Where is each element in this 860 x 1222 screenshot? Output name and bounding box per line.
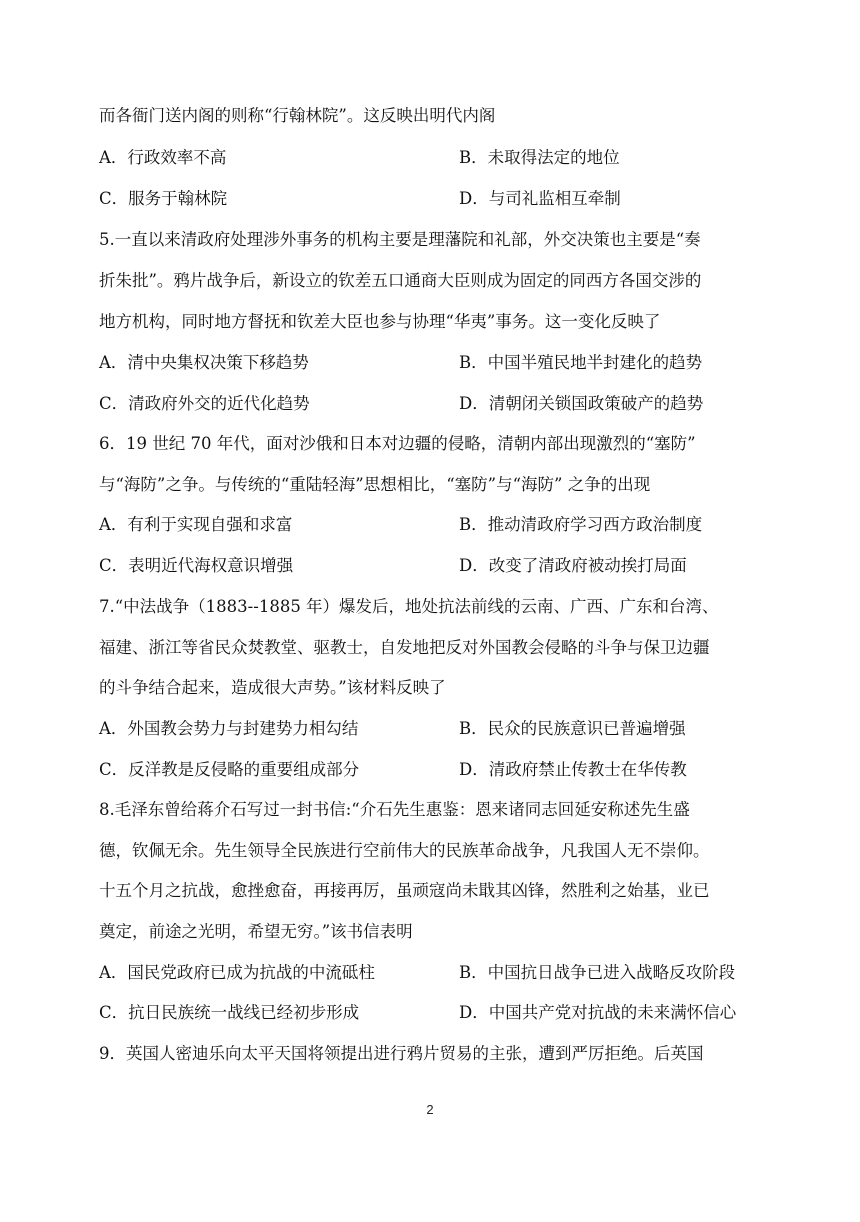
q9-stem-line-1: 9．英国人密迪乐向太平天国将领提出进行鸦片贸易的主张，遭到严厉拒绝。后英国: [99, 1044, 704, 1063]
q7-option-c: C．反洋教是反侵略的重要组成部分: [99, 760, 360, 779]
q6-option-c: C．表明近代海权意识增强: [99, 556, 294, 575]
q6-option-b: B．推动清政府学习西方政治制度: [459, 515, 703, 534]
q4-option-b: B．未取得法定的地位: [459, 148, 620, 167]
q7-option-b: B．民众的民族意识已普遍增强: [459, 719, 686, 738]
q8-stem-line-4: 奠定，前途之光明，希望无穷。”该书信表明: [99, 922, 413, 941]
q5-option-a: A．清中央集权决策下移趋势: [99, 353, 309, 372]
q6-stem-line-2: 与“海防”之争。与传统的“重陆轻海”思想相比，“塞防”与“海防” 之争的出现: [99, 475, 651, 494]
q5-stem-line-1: 5.一直以来清政府处理涉外事务的机构主要是理藩院和礼部，外交决策也主要是“奏: [99, 230, 701, 249]
q5-stem-line-2: 折朱批”。鸦片战争后，新设立的钦差五口通商大臣则成为固定的同西方各国交涉的: [99, 271, 702, 290]
q7-option-a: A．外国教会势力与封建势力相勾结: [99, 719, 359, 738]
q8-option-b: B．中国抗日战争已进入战略反攻阶段: [459, 963, 736, 982]
q4-option-d: D．与司礼监相互牵制: [459, 189, 621, 208]
q7-stem-line-2: 福建、浙江等省民众焚教堂、驱教士，自发地把反对外国教会侵略的斗争与保卫边疆: [99, 638, 710, 657]
q5-option-b: B．中国半殖民地半封建化的趋势: [459, 353, 703, 372]
q6-stem-line-1: 6．19 世纪 70 年代，面对沙俄和日本对边疆的侵略，清朝内部出现激烈的“塞防”: [99, 434, 696, 453]
page-number: 2: [426, 1102, 434, 1117]
q8-stem-line-1: 8.毛泽东曾给蒋介石写过一封书信:“介石先生惠鉴：恩来诸同志回延安称述先生盛: [99, 800, 690, 819]
q5-stem-line-3: 地方机构，同时地方督抚和钦差大臣也参与协理“华夷”事务。这一变化反映了: [99, 312, 661, 331]
q7-stem-line-1: 7.“中法战争（1883--1885 年）爆发后，地处抗法前线的云南、广西、广东和台湾、: [99, 597, 719, 616]
q8-stem-line-3: 十五个月之抗战，愈挫愈奋，再接再厉，虽顽寇尚未戢其凶锋，然胜利之始基，业已: [99, 881, 710, 900]
q6-option-d: D．改变了清政府被动挨打局面: [459, 556, 687, 575]
q4-option-c: C．服务于翰林院: [99, 189, 228, 208]
q8-stem-line-2: 德，钦佩无余。先生领导全民族进行空前伟大的民族革命战争，凡我国人无不崇仰。: [99, 841, 710, 860]
q8-option-c: C．抗日民族统一战线已经初步形成: [99, 1003, 360, 1022]
q5-option-c: C．清政府外交的近代化趋势: [99, 394, 310, 413]
q6-option-a: A．有利于实现自强和求富: [99, 515, 293, 534]
q8-option-d: D．中国共产党对抗战的未来满怀信心: [459, 1003, 737, 1022]
q8-option-a: A．国民党政府已成为抗战的中流砥柱: [99, 963, 375, 982]
q5-option-d: D．清朝闭关锁国政策破产的趋势: [459, 394, 704, 413]
q4-stem-tail: 而各衙门送内阁的则称“行翰林院”。这反映出明代内阁: [99, 106, 496, 125]
q7-option-d: D．清政府禁止传教士在华传教: [459, 760, 687, 779]
q7-stem-line-3: 的斗争结合起来，造成很大声势。”该材料反映了: [99, 678, 446, 697]
q4-option-a: A．行政效率不高: [99, 148, 227, 167]
